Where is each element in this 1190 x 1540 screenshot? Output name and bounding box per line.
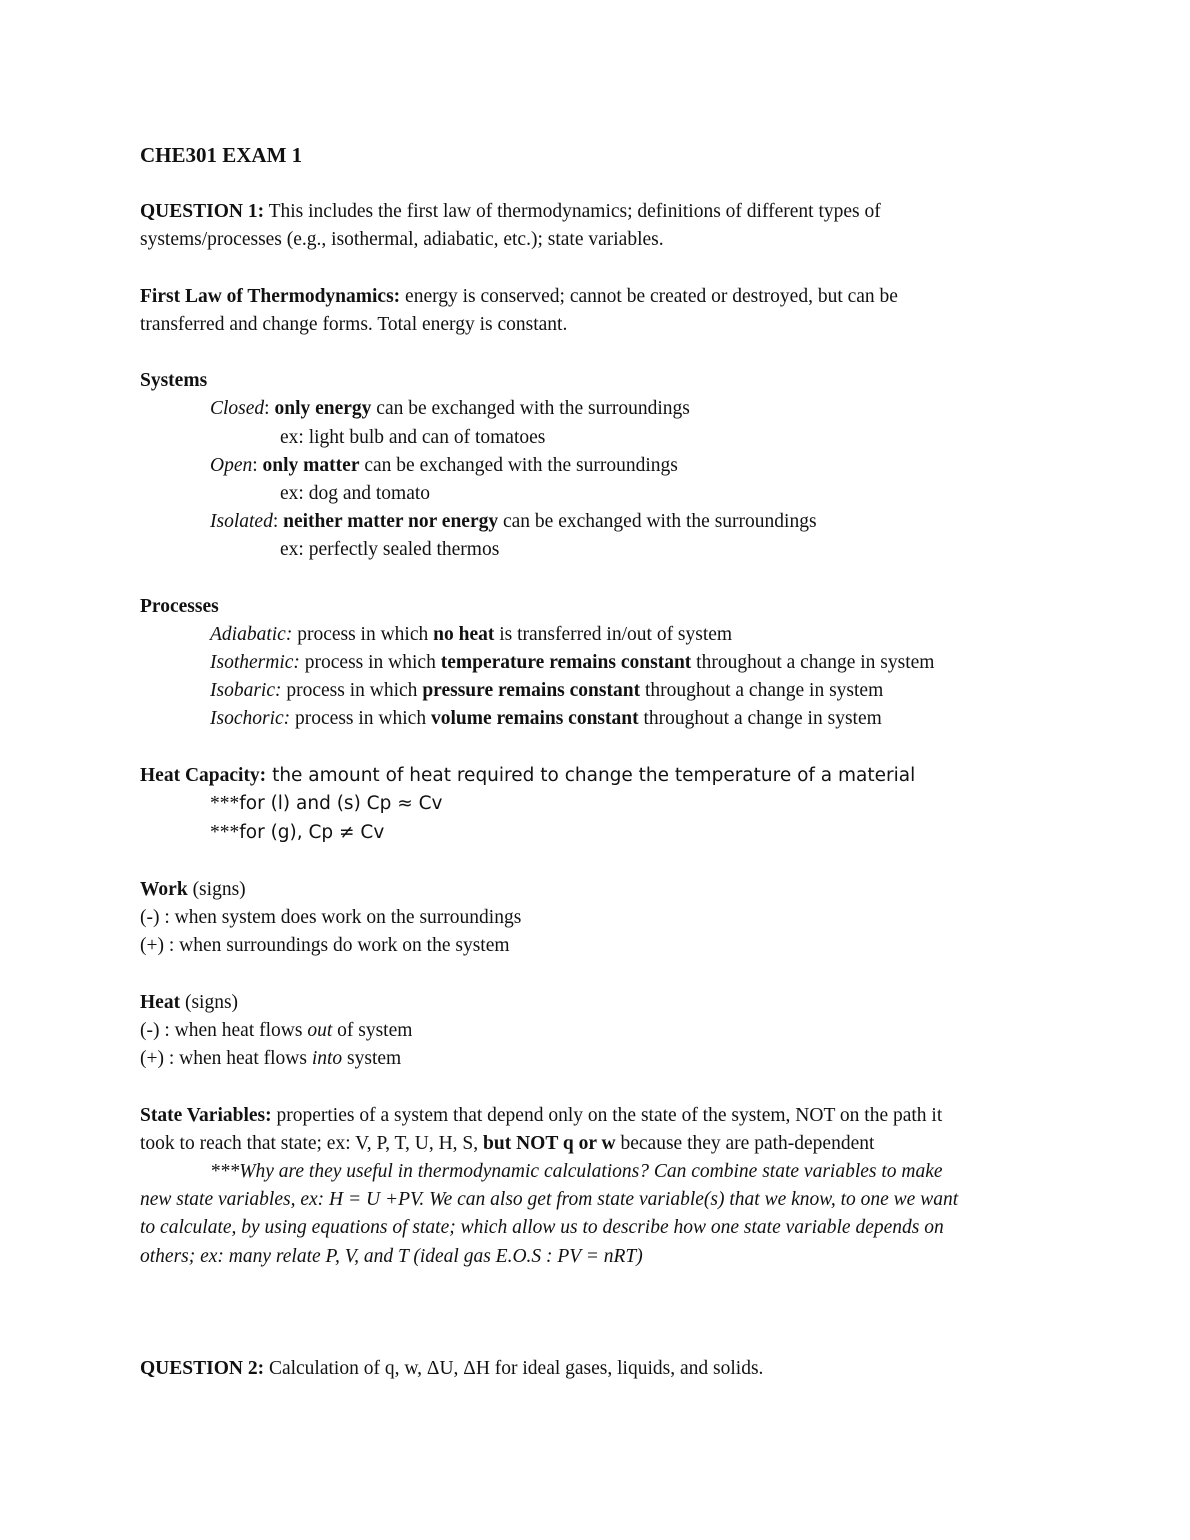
- heat-heading: Heat (signs): [140, 992, 239, 1013]
- heat-capacity-label: Heat Capacity:: [140, 765, 267, 786]
- state-variables-label: State Variables:: [140, 1105, 272, 1126]
- question-2-line: QUESTION 2: Calculation of q, w, ΔU, ΔH for ideal gases, liquids, and solids.: [140, 1358, 764, 1379]
- system-open: Open: only matter can be exchanged with the surroundings: [210, 455, 678, 476]
- systems-heading: Systems: [140, 370, 208, 391]
- system-isolated-example: ex: perfectly sealed thermos: [280, 539, 500, 560]
- question-2-label: QUESTION 2:: [140, 1358, 265, 1379]
- state-variables-note-2: new state variables, ex: H = U +PV. We can also get from state variable(s) that we know, to one we want: [140, 1189, 959, 1210]
- state-variables-note-3: to calculate, by using equations of state; which allow us to describe how one state variable depends on: [140, 1217, 944, 1238]
- state-variables-note-4: others; ex: many relate P, V, and T (ideal gas E.O.S : PV = nRT): [140, 1246, 643, 1267]
- state-variables-note-1: ***Why are they useful in thermodynamic calculations? Can combine state variables to make: [210, 1161, 943, 1182]
- question-1-line-2: systems/processes (e.g., isothermal, adiabatic, etc.); state variables.: [140, 229, 664, 250]
- state-variables-line-1: State Variables: properties of a system that depend only on the state of the system, NOT on the path it: [140, 1105, 943, 1126]
- heat-negative: (-) : when heat flows out of system: [140, 1020, 413, 1041]
- heat-capacity-line: Heat Capacity: the amount of heat required to change the temperature of a material: [140, 765, 916, 786]
- work-negative: (-) : when system does work on the surroundings: [140, 907, 522, 928]
- work-heading: Work (signs): [140, 879, 246, 900]
- question-1-line-1: QUESTION 1: This includes the first law of thermodynamics; definitions of different types of: [140, 201, 881, 222]
- system-open-example: ex: dog and tomato: [280, 483, 431, 504]
- system-isolated: Isolated: neither matter nor energy can be exchanged with the surroundings: [210, 511, 817, 532]
- heat-capacity-note-1: ***for (l) and (s) Cp ≈ Cv: [210, 793, 443, 814]
- process-isobaric: Isobaric: process in which pressure remains constant throughout a change in system: [210, 680, 884, 701]
- state-variables-line-2: took to reach that state; ex: V, P, T, U, H, S, but NOT q or w because they are path-dependent: [140, 1133, 875, 1154]
- page-title: CHE301 EXAM 1: [140, 143, 303, 167]
- first-law-label: First Law of Thermodynamics:: [140, 286, 401, 307]
- system-closed-example: ex: light bulb and can of tomatoes: [280, 427, 546, 448]
- process-isochoric: Isochoric: process in which volume remains constant throughout a change in system: [210, 708, 882, 729]
- question-1-label: QUESTION 1:: [140, 201, 265, 222]
- system-closed: Closed: only energy can be exchanged with the surroundings: [210, 398, 690, 419]
- processes-heading: Processes: [140, 596, 219, 617]
- work-positive: (+) : when surroundings do work on the system: [140, 935, 510, 956]
- first-law-line-1: First Law of Thermodynamics: energy is conserved; cannot be created or destroyed, but can be: [140, 286, 898, 307]
- first-law-line-2: transferred and change forms. Total energy is constant.: [140, 314, 568, 335]
- heat-capacity-note-2: ***for (g), Cp ≠ Cv: [210, 822, 385, 843]
- process-isothermic: Isothermic: process in which temperature remains constant throughout a change in system: [210, 652, 935, 673]
- process-adiabatic: Adiabatic: process in which no heat is transferred in/out of system: [210, 624, 733, 645]
- heat-positive: (+) : when heat flows into system: [140, 1048, 402, 1069]
